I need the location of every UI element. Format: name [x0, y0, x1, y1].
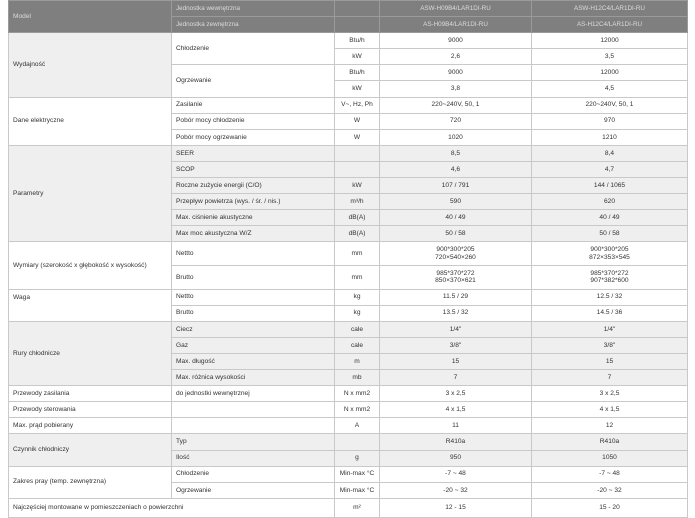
value-cell: [532, 266, 688, 290]
unit-cell: mm: [335, 266, 380, 290]
row-label: Max. prąd pobierany: [9, 418, 172, 434]
unit-cell: dB(A): [335, 210, 380, 226]
table-row: [9, 402, 688, 418]
unit-cell: Min-max °C: [335, 466, 380, 482]
unit-cell: W: [335, 129, 380, 145]
spec-table: [8, 0, 688, 518]
value-cell: 12000: [532, 33, 688, 49]
row-label: Typ: [172, 434, 335, 450]
model-header: Model: [9, 1, 172, 33]
value-cell: 4,5: [532, 81, 688, 97]
value-cell: [380, 242, 532, 266]
row-label: Ilość: [172, 450, 335, 466]
unit-cell: kg: [335, 305, 380, 321]
unit-cell: kW: [335, 178, 380, 194]
table-row: [9, 386, 688, 402]
value-cell: 15: [532, 353, 688, 369]
value-cell: 3,5: [532, 49, 688, 65]
value-cell: -7 ~ 48: [380, 466, 532, 482]
value-cell: -20 ~ 32: [532, 482, 688, 498]
value-cell: 15 - 20: [532, 498, 688, 517]
value-cell: 4,7: [532, 161, 688, 177]
value-cell: 144 / 1065: [532, 178, 688, 194]
unit-cell: W: [335, 113, 380, 129]
dim-line: 985*370*272: [436, 269, 475, 277]
value-cell: 40 / 49: [380, 210, 532, 226]
value-cell: 2,6: [380, 49, 532, 65]
value-cell: 220~240V, 50, 1: [532, 97, 688, 113]
table-row: [9, 466, 688, 482]
table-row: [9, 33, 688, 49]
table-row: [9, 418, 688, 434]
value-cell: 8,4: [532, 145, 688, 161]
value-cell: 7: [380, 370, 532, 386]
row-label: Brutto: [172, 266, 335, 290]
group-parameters: Parametry: [9, 145, 172, 242]
value-cell: 3/8": [380, 337, 532, 353]
row-label: Max. długość: [172, 353, 335, 369]
row-label: Zasilanie: [172, 97, 335, 113]
row-label: SEER: [172, 145, 335, 161]
unit-cell: cale: [335, 337, 380, 353]
value-cell: [532, 242, 688, 266]
value-cell: 3,8: [380, 81, 532, 97]
row-label: Chłodzenie: [172, 466, 335, 482]
value-cell: 3/8": [532, 337, 688, 353]
unit-cell: Btu/h: [335, 65, 380, 81]
value-cell: 8,5: [380, 145, 532, 161]
unit-cell: cale: [335, 321, 380, 337]
outdoor-model-2: AS-H12C4/LAR1DI-RU: [532, 17, 688, 33]
value-cell: 9000: [380, 33, 532, 49]
indoor-model-1: ASW-H09B4/LAR1DI-RU: [380, 1, 532, 17]
value-cell: 107 / 791: [380, 178, 532, 194]
value-cell: 15: [380, 353, 532, 369]
value-cell: 14.5 / 36: [532, 305, 688, 321]
row-label: Przepływ powietrza (wys. / śr. / nis.): [172, 194, 335, 210]
value-cell: 4,6: [380, 161, 532, 177]
unit-cell: mb: [335, 370, 380, 386]
group-performance: Wydajność: [9, 33, 172, 97]
value-cell: 11.5 / 29: [380, 289, 532, 305]
dim-line: 720×540×260: [435, 253, 476, 261]
row-label: Przewody sterowania: [9, 402, 172, 418]
value-cell: 1/4": [532, 321, 688, 337]
dim-line: 850×370×621: [435, 277, 476, 285]
header-unit-cell: [335, 1, 380, 17]
value-cell: 3 x 2,5: [380, 386, 532, 402]
value-cell: 4 x 1,5: [532, 402, 688, 418]
value-cell: -20 ~ 32: [380, 482, 532, 498]
value-cell: 11: [380, 418, 532, 434]
value-cell: 1020: [380, 129, 532, 145]
group-electrical: Dane elektryczne: [9, 97, 172, 145]
value-cell: 50 / 58: [380, 226, 532, 242]
row-label: Ogrzewanie: [172, 482, 335, 498]
table-row: [9, 145, 688, 161]
row-label: Ciecz: [172, 321, 335, 337]
outdoor-unit-label: Jednostka zewnętrzna: [172, 17, 335, 33]
row-label: Pobór mocy chłodzenie: [172, 113, 335, 129]
row-label-cooling: Chłodzenie: [172, 33, 335, 65]
unit-cell: A: [335, 418, 380, 434]
unit-cell: m³/h: [335, 194, 380, 210]
header-unit-cell: [335, 17, 380, 33]
row-label: [172, 418, 335, 434]
row-label: Nettto: [172, 242, 335, 266]
header-row-indoor: [9, 1, 688, 17]
value-cell: 7: [532, 370, 688, 386]
unit-cell: m: [335, 353, 380, 369]
dim-line: 872×353×545: [589, 253, 630, 261]
row-label: do jednostki wewnętrznej: [172, 386, 335, 402]
table-row: [9, 97, 688, 113]
value-cell: -7 ~ 48: [532, 466, 688, 482]
group-work-range: Zakres pray (temp. zewnętrzna): [9, 466, 172, 498]
outdoor-model-1: AS-H09B4/LAR1DI-RU: [380, 17, 532, 33]
value-cell: 620: [532, 194, 688, 210]
value-cell: R410a: [532, 434, 688, 450]
dim-line: 900*300*205: [590, 246, 629, 254]
value-cell: 720: [380, 113, 532, 129]
row-label: [172, 402, 335, 418]
row-label: Gaz: [172, 337, 335, 353]
unit-cell: [335, 145, 380, 161]
dim-line: 907*382*600: [590, 277, 629, 285]
value-cell: 40 / 49: [532, 210, 688, 226]
unit-cell: V~, Hz, Ph: [335, 97, 380, 113]
value-cell: 12000: [532, 65, 688, 81]
value-cell: R410a: [380, 434, 532, 450]
value-cell: 1210: [532, 129, 688, 145]
unit-cell: [335, 434, 380, 450]
row-label: Pobór mocy ogrzewanie: [172, 129, 335, 145]
table-row: [9, 242, 688, 266]
unit-cell: dB(A): [335, 226, 380, 242]
value-cell: 220~240V, 50, 1: [380, 97, 532, 113]
value-cell: 590: [380, 194, 532, 210]
row-label: Max. ciśnienie akustyczne: [172, 210, 335, 226]
indoor-unit-label: Jednostka wewnętrzna: [172, 1, 335, 17]
value-cell: 950: [380, 450, 532, 466]
unit-cell: m²: [335, 498, 380, 517]
unit-cell: Btu/h: [335, 33, 380, 49]
row-label-heating: Ogrzewanie: [172, 65, 335, 97]
group-dimensions: Wymiary (szerokość x głębokość x wysokość): [9, 242, 172, 289]
value-cell: 12: [532, 418, 688, 434]
value-cell: 9000: [380, 65, 532, 81]
value-cell: 12.5 / 32: [532, 289, 688, 305]
unit-cell: kW: [335, 81, 380, 97]
row-label: Nettto: [172, 289, 335, 305]
row-label: Roczne zużycie energii (C/O): [172, 178, 335, 194]
value-cell: 13.5 / 32: [380, 305, 532, 321]
table-row: [9, 434, 688, 450]
value-cell: 4 x 1,5: [380, 402, 532, 418]
unit-cell: [335, 161, 380, 177]
value-cell: 1050: [532, 450, 688, 466]
unit-cell: kg: [335, 289, 380, 305]
table-row: [9, 321, 688, 337]
dim-line: 900*300*205: [436, 246, 475, 254]
unit-cell: mm: [335, 242, 380, 266]
row-label-room-area: Najczęściej montowane w pomieszczeniach o powierzchni: [9, 498, 335, 517]
row-label: Max moc akustyczna W/Z: [172, 226, 335, 242]
dim-line: 985*370*272: [590, 269, 629, 277]
row-label: Przewody zasilania: [9, 386, 172, 402]
row-label: Max. różnica wysokości: [172, 370, 335, 386]
value-cell: 3 x 2,5: [532, 386, 688, 402]
value-cell: 50 / 58: [532, 226, 688, 242]
row-label: SCOP: [172, 161, 335, 177]
unit-cell: Min-max °C: [335, 482, 380, 498]
table-row: [9, 289, 688, 305]
value-cell: 970: [532, 113, 688, 129]
unit-cell: N x mm2: [335, 402, 380, 418]
value-cell: [380, 266, 532, 290]
group-weight: Waga: [9, 289, 172, 321]
unit-cell: g: [335, 450, 380, 466]
unit-cell: kW: [335, 49, 380, 65]
indoor-model-2: ASW-H12C4/LAR1DI-RU: [532, 1, 688, 17]
value-cell: 12 - 15: [380, 498, 532, 517]
row-label: Brutto: [172, 305, 335, 321]
value-cell: 1/4": [380, 321, 532, 337]
unit-cell: N x mm2: [335, 386, 380, 402]
group-refrigerant: Czynnik chłodniczy: [9, 434, 172, 466]
group-pipes: Rury chłodnicze: [9, 321, 172, 385]
